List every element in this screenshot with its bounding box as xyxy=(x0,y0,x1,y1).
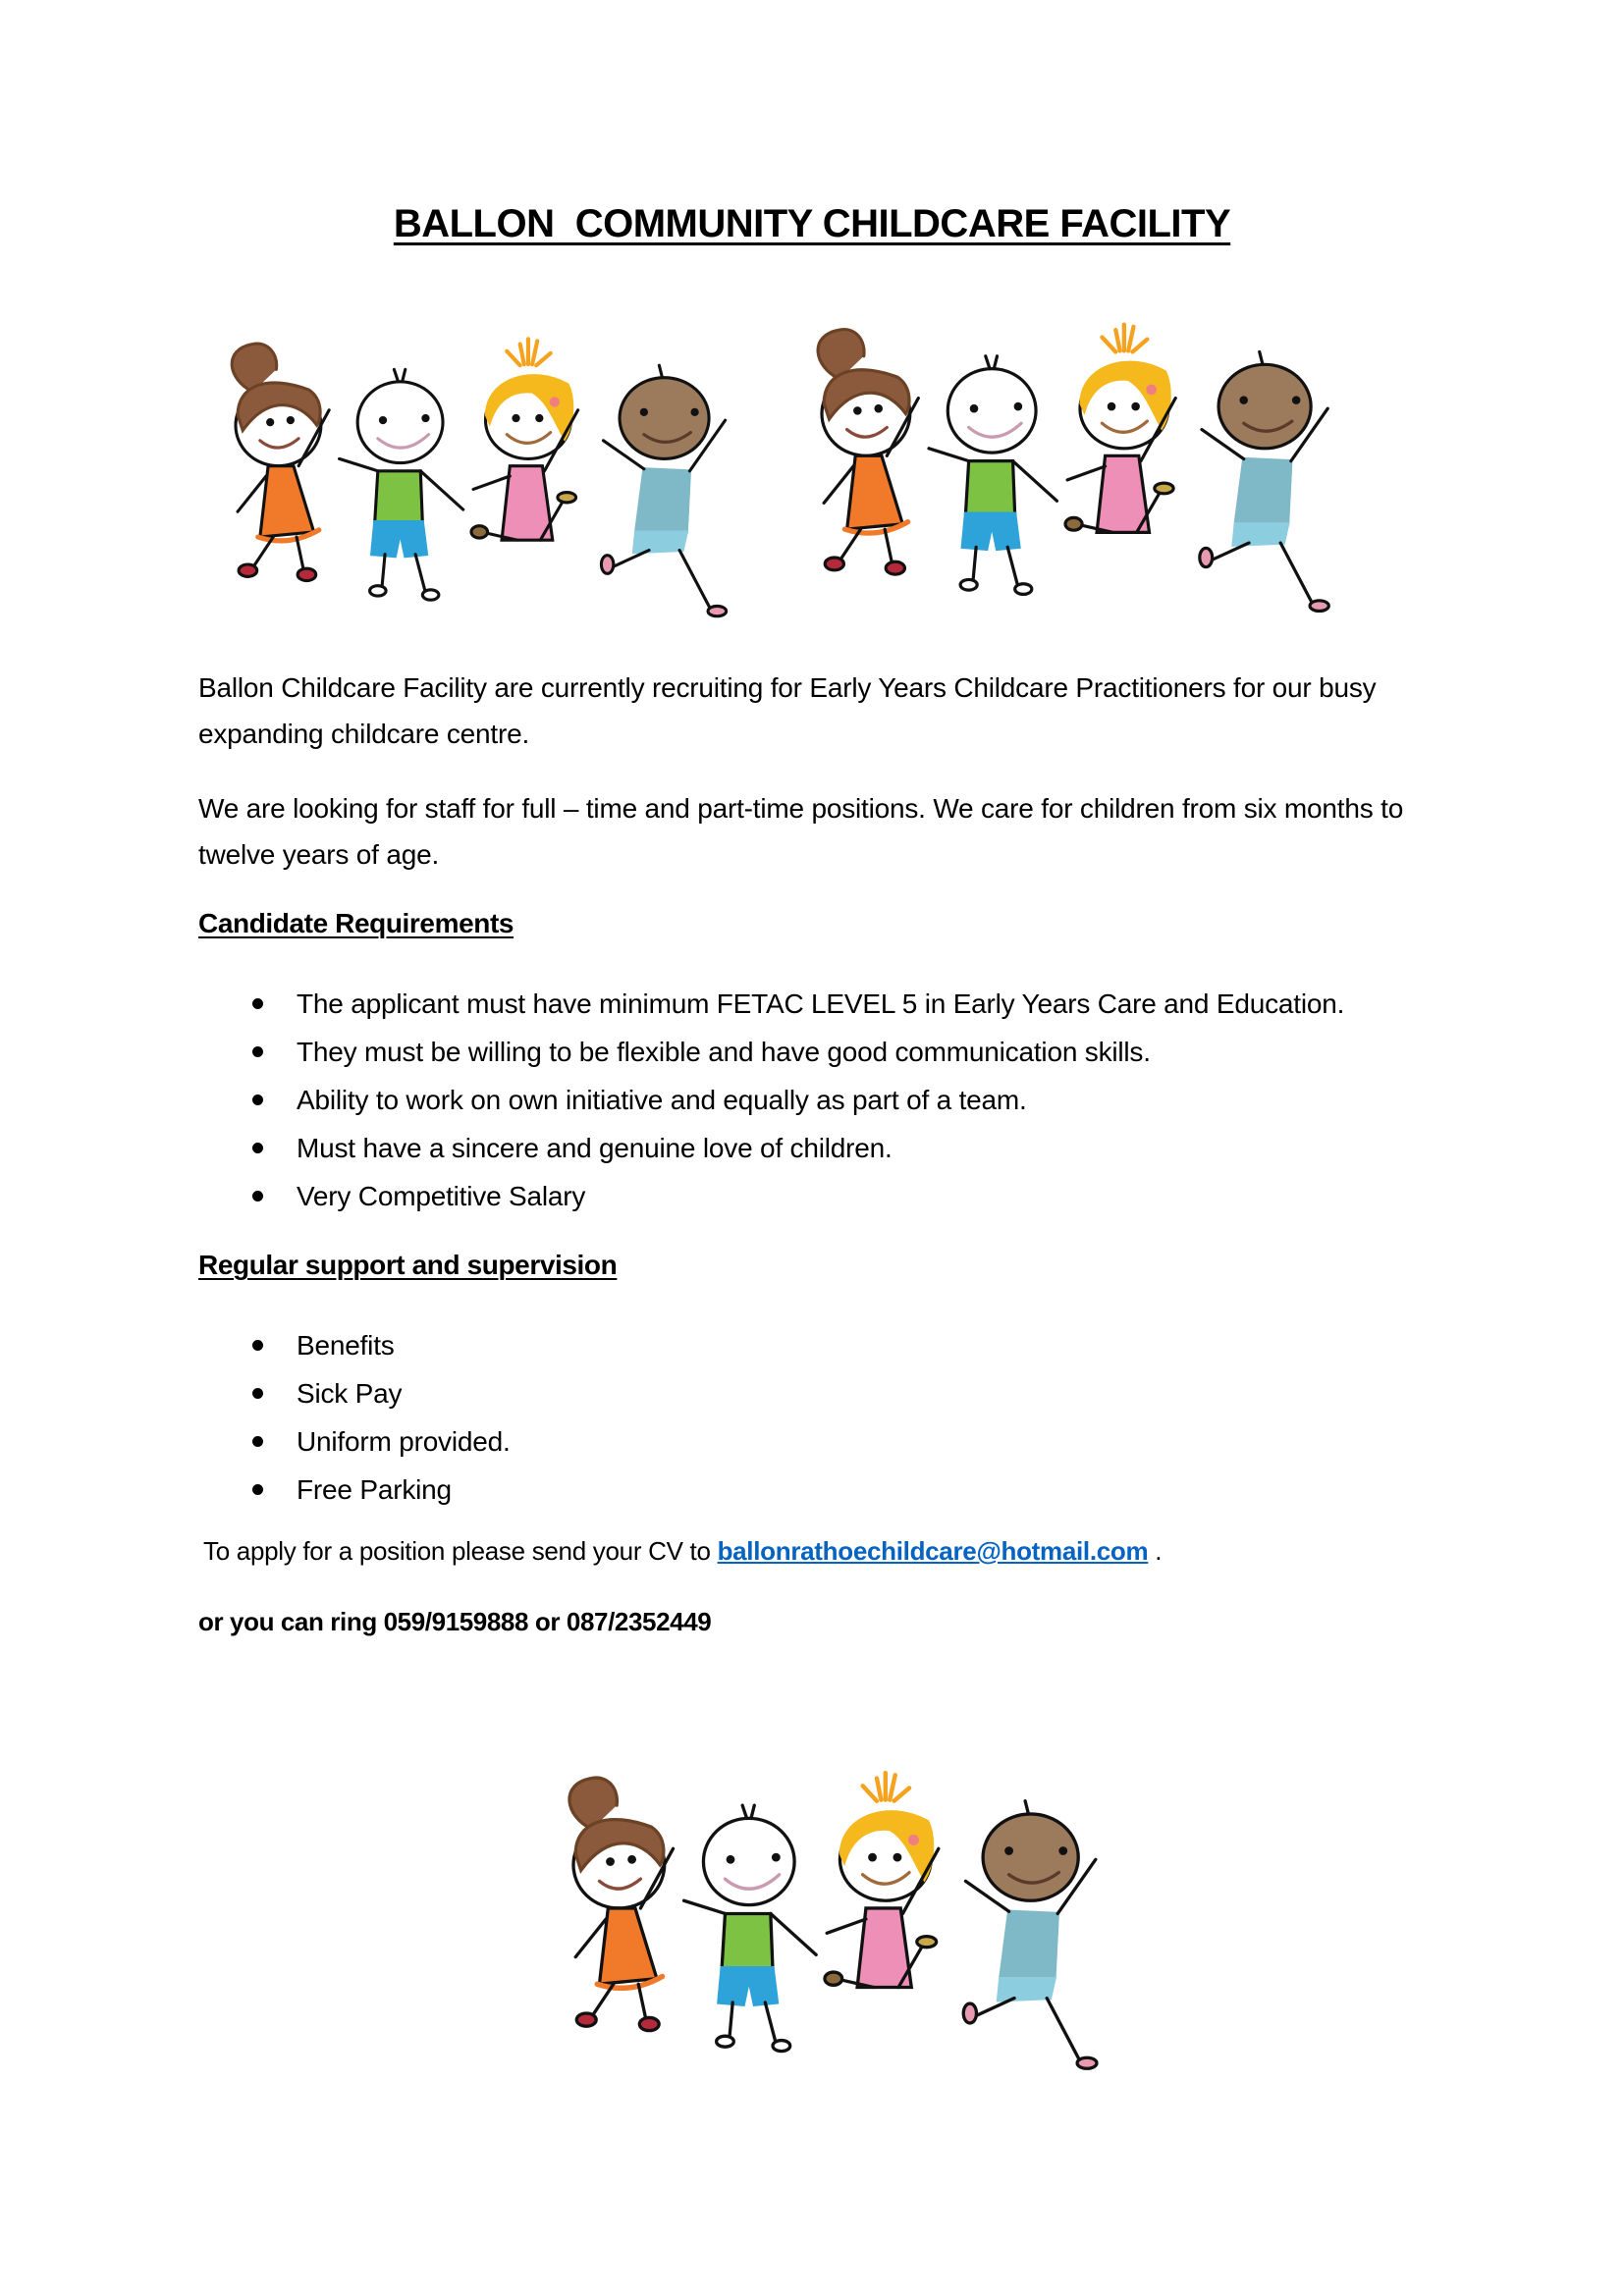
list-item: They must be willing to be flexible and have good communication skills. xyxy=(198,1028,1344,1076)
email-link[interactable]: ballonrathoechildcare@hotmail.com xyxy=(717,1536,1149,1566)
phone-contact-line: or you can ring 059/9159888 or 087/2352449 xyxy=(198,1607,712,1636)
requirements-list xyxy=(198,980,1344,1220)
apply-instructions: To apply for a position please send your CV to ballonrathoechildcare@hotmail.com . xyxy=(203,1536,1163,1566)
children-illustration-bottom xyxy=(520,1762,1129,2076)
bullet-icon xyxy=(252,1095,263,1105)
list-item: The applicant must have minimum FETAC LEVEL 5 in Early Years Care and Education. xyxy=(198,980,1344,1028)
list-item: Must have a sincere and genuine love of children. xyxy=(198,1124,1344,1172)
bullet-icon xyxy=(252,1436,263,1447)
bullet-icon xyxy=(252,1340,263,1351)
list-item: Benefits xyxy=(198,1321,511,1369)
support-list xyxy=(198,1321,511,1514)
support-heading: Regular support and supervision xyxy=(198,1250,618,1280)
children-illustration-right xyxy=(761,314,1370,618)
list-item: Sick Pay xyxy=(198,1369,511,1417)
intro-paragraph-1: Ballon Childcare Facility are currently recruiting for Early Years Childcare Practitioners for our busy expanding childcare centre. xyxy=(198,672,1377,749)
intro-paragraph-2: We are looking for staff for full – time and part-time positions. We care for children from six months to twelve years of age. xyxy=(198,793,1404,870)
bullet-icon xyxy=(252,1484,263,1495)
bullet-icon xyxy=(252,1388,263,1399)
bullet-icon xyxy=(252,1046,263,1057)
list-item: Free Parking xyxy=(198,1466,511,1514)
bullet-icon xyxy=(252,1143,263,1153)
bullet-icon xyxy=(252,998,263,1009)
list-item: Very Competitive Salary xyxy=(198,1172,1344,1220)
list-item: Ability to work on own initiative and equally as part of a team. xyxy=(198,1076,1344,1124)
list-item: Uniform provided. xyxy=(198,1417,511,1466)
bullet-icon xyxy=(252,1191,263,1201)
page-title: BALLON COMMUNITY CHILDCARE FACILITY xyxy=(393,202,1231,245)
requirements-heading: Candidate Requirements xyxy=(198,908,514,938)
children-illustration-left xyxy=(196,329,746,623)
